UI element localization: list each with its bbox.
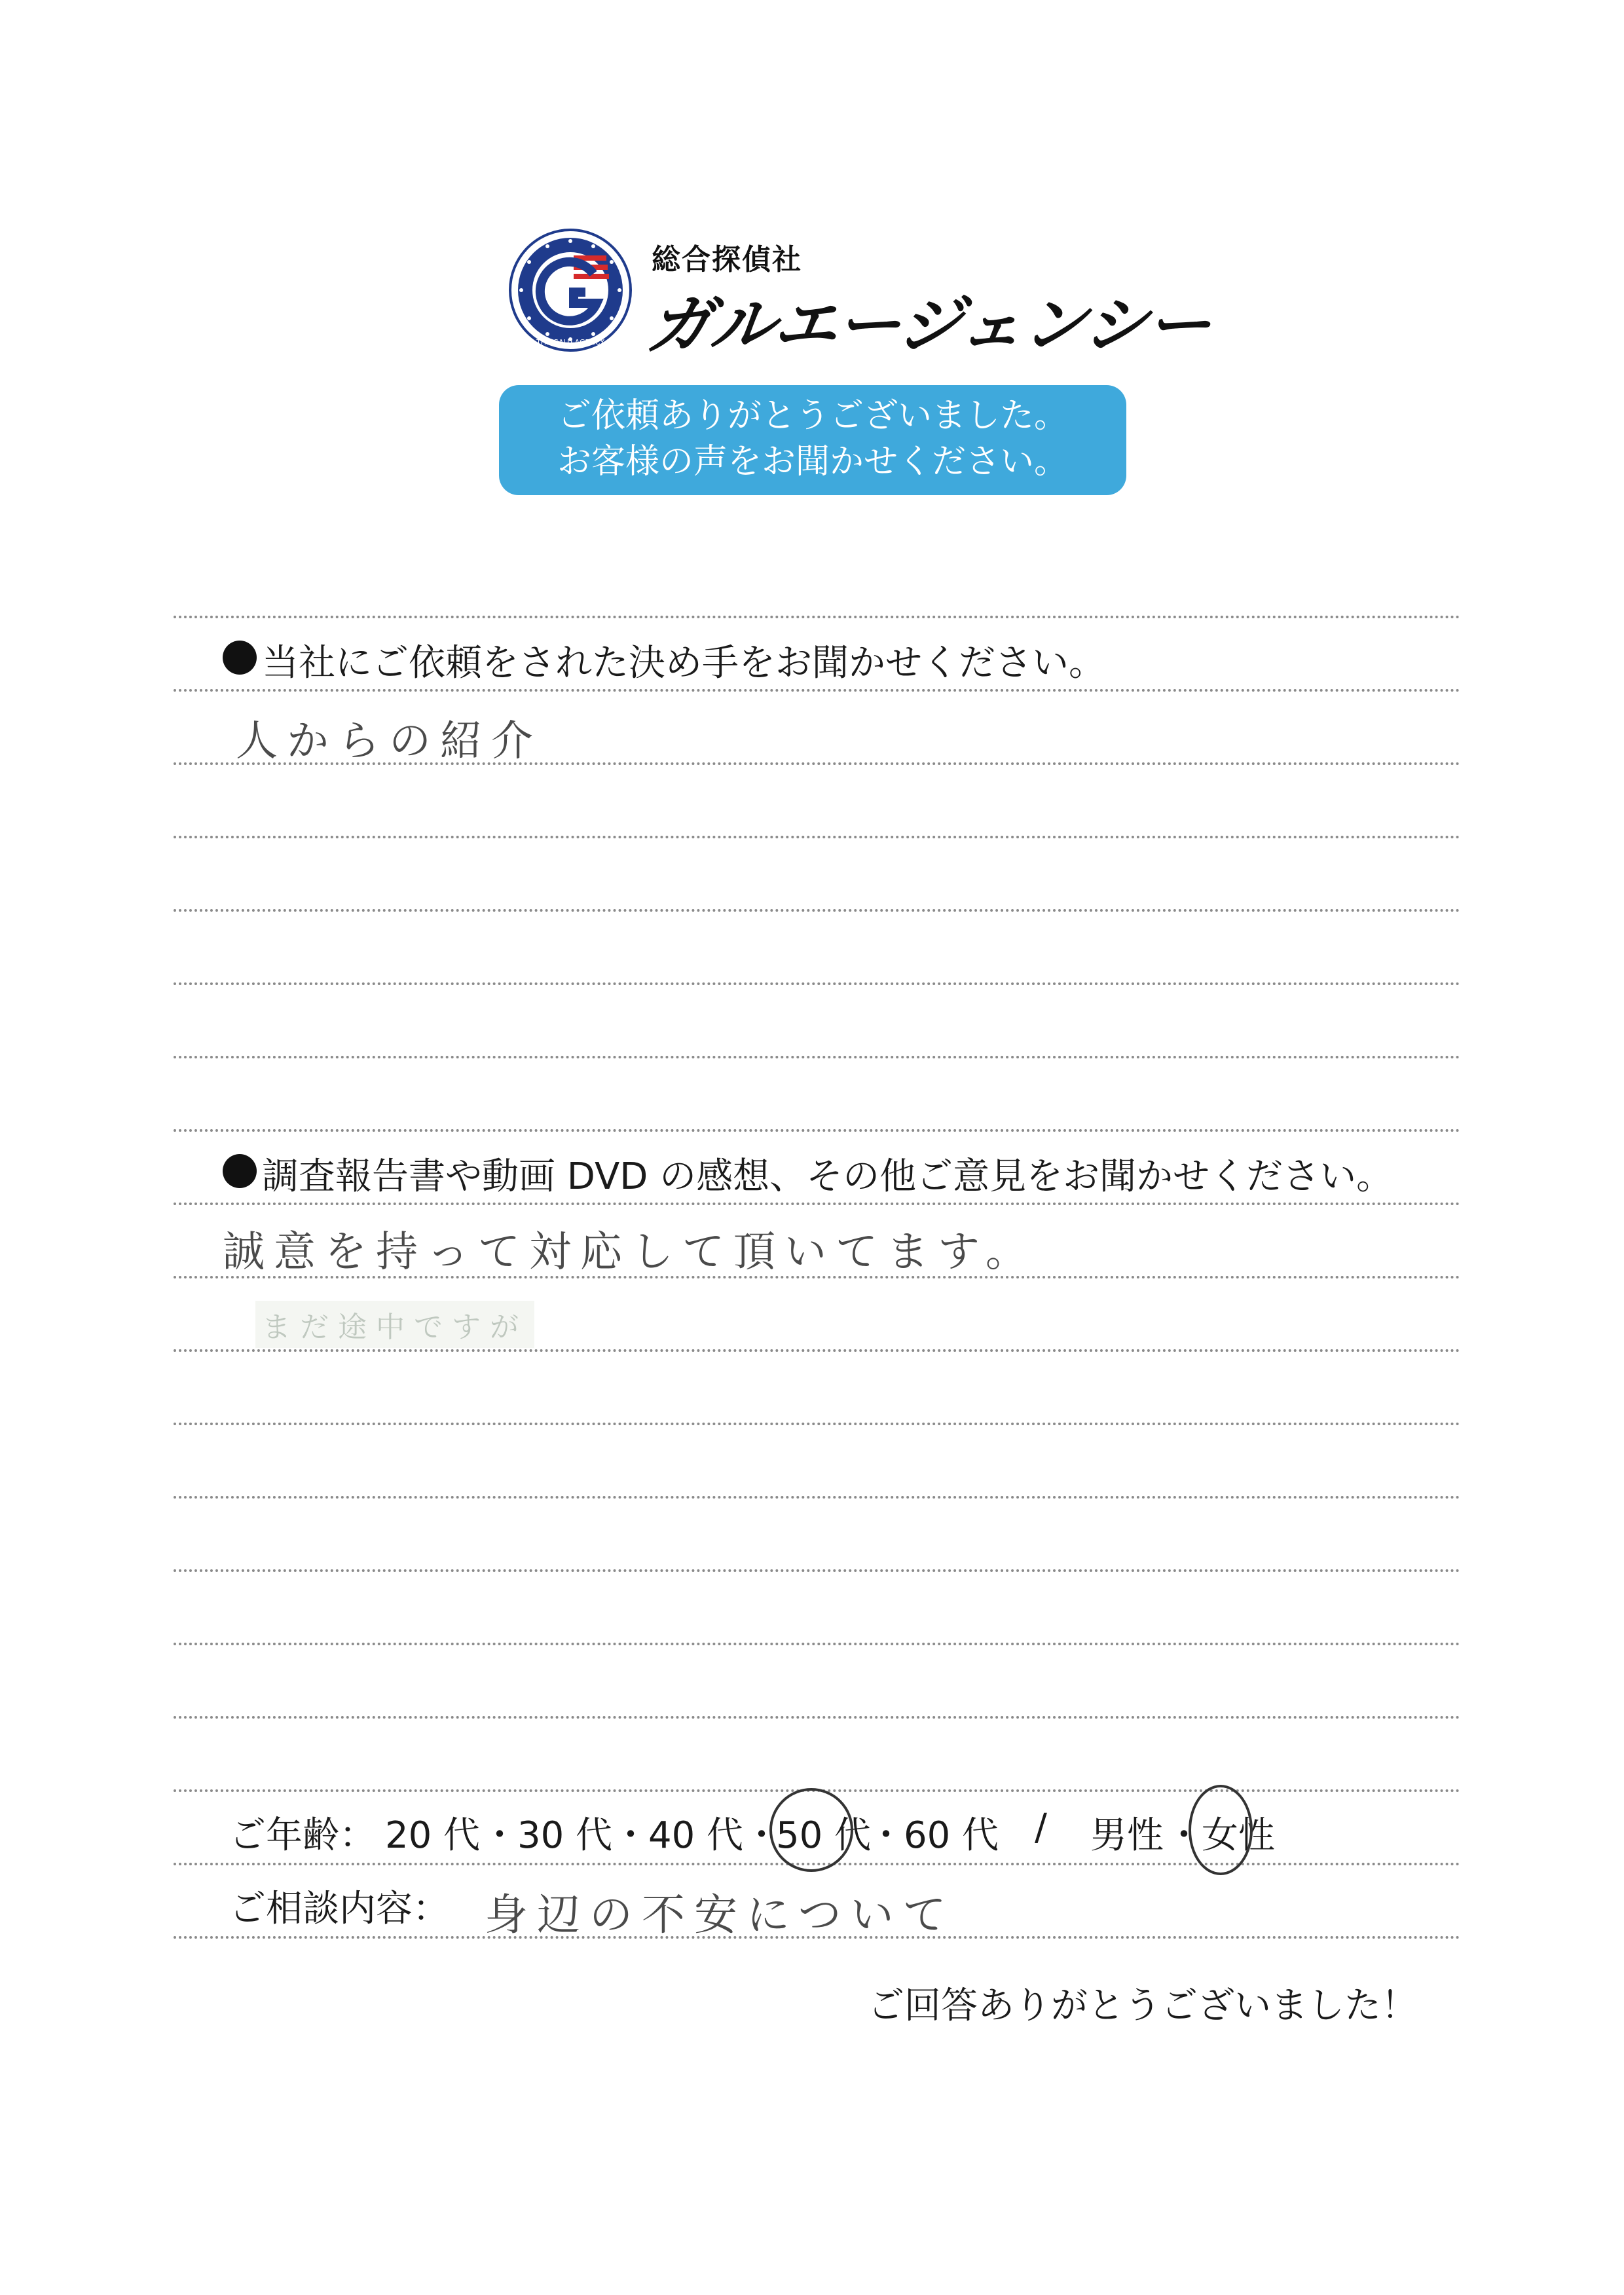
selected-gender-circle <box>1189 1785 1253 1875</box>
dotted-rule <box>174 1716 1460 1719</box>
age-option-50: 50 代 <box>776 1814 872 1857</box>
age-option-60: 60 代 <box>904 1814 999 1857</box>
gender-option-female: 女性 <box>1202 1814 1275 1857</box>
question-2-answer-erased: まだ途中ですが <box>255 1301 534 1348</box>
separator-dot: ・ <box>612 1814 649 1857</box>
dotted-rule <box>174 1349 1460 1352</box>
svg-text:THE GALU AGENCY: THE GALU AGENCY <box>536 338 604 346</box>
age-option-40: 40 代 <box>648 1814 744 1857</box>
dotted-rule <box>174 1129 1460 1132</box>
closing-thanks: ご回答ありがとうございました！ <box>868 1985 1418 2027</box>
question-2-label: 調査報告書や動画 DVD の感想、その他ご意見をお聞かせください。 <box>262 1155 1393 1198</box>
selected-age-circle <box>769 1788 853 1872</box>
company-type-label: 総合探偵社 <box>652 243 802 276</box>
dotted-rule <box>174 1569 1460 1572</box>
age-option-30: 30 代 <box>517 1814 613 1857</box>
divider-slash: / <box>1035 1806 1047 1849</box>
banner-line-2: お客様の声をお聞かせください。 <box>557 442 1068 481</box>
separator-dot: ・ <box>1166 1814 1202 1857</box>
consultation-answer: 身辺の不安について <box>485 1890 955 1940</box>
dotted-rule <box>174 1203 1460 1205</box>
dotted-rule <box>174 836 1460 838</box>
company-emblem-logo <box>508 228 633 352</box>
company-name: ガルエージェンシー <box>644 288 1213 363</box>
separator-dot: ・ <box>868 1814 904 1857</box>
dotted-rule <box>174 689 1460 692</box>
gender-option-male: 男性 <box>1090 1814 1164 1857</box>
question-1-label: 当社にご依頼をされた決め手をお聞かせください。 <box>262 642 1105 684</box>
banner-line-1: ご依頼ありがとうございました。 <box>557 396 1068 436</box>
age-label: ご年齢： <box>229 1814 376 1857</box>
separator-dot: ・ <box>743 1814 780 1857</box>
dotted-rule <box>174 1423 1460 1425</box>
dotted-rule <box>174 1496 1460 1499</box>
bullet-icon <box>223 641 257 675</box>
consultation-label: ご相談内容： <box>229 1888 449 1930</box>
question-2-answer-line-1: 誠意を持って対応して頂いてます。 <box>223 1228 1037 1277</box>
age-option-20: 20 代 <box>385 1814 481 1857</box>
dotted-rule <box>174 909 1460 912</box>
dotted-rule <box>174 1056 1460 1058</box>
separator-dot: ・ <box>481 1814 518 1857</box>
bullet-icon <box>223 1154 257 1188</box>
dotted-rule <box>174 1643 1460 1645</box>
thank-you-banner <box>499 385 1126 495</box>
dotted-rule <box>174 982 1460 985</box>
question-1-answer: 人からの紹介 <box>236 717 542 766</box>
dotted-rule <box>174 616 1460 618</box>
